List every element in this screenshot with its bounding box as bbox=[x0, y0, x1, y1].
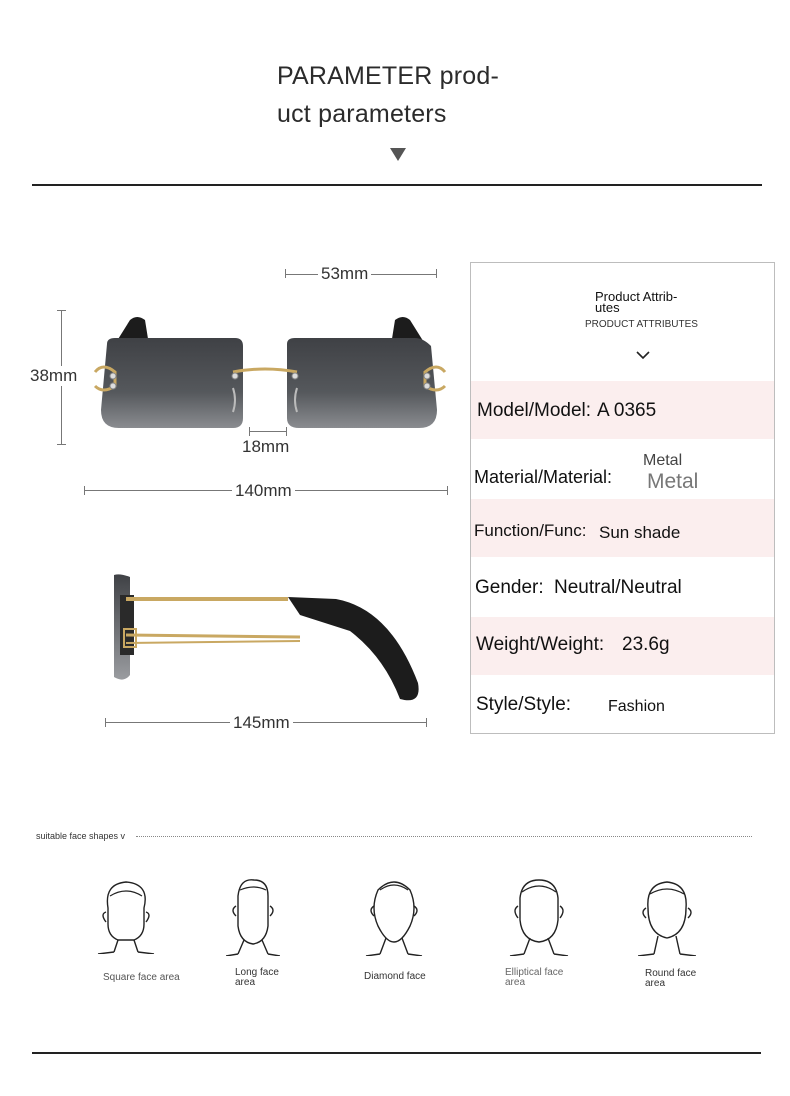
face-caption-square: Square face area bbox=[103, 972, 180, 983]
attribute-label: Style/Style: bbox=[476, 694, 572, 715]
top-divider bbox=[32, 184, 762, 186]
attribute-row-style bbox=[471, 677, 774, 735]
bottom-divider bbox=[32, 1052, 761, 1054]
page-title-line-1: PARAMETER prod- bbox=[277, 62, 500, 90]
page-title-line-2: uct parameters bbox=[277, 100, 447, 128]
attributes-title-line-2: utes bbox=[595, 300, 620, 315]
face-caption-elliptical-line-1: Elliptical face bbox=[505, 967, 564, 978]
attribute-row-gender bbox=[471, 559, 774, 617]
attributes-subtitle: PRODUCT ATTRIBUTES bbox=[585, 319, 698, 330]
attribute-value-overlay: Metal bbox=[647, 470, 699, 493]
dim-lens-height: 38mm bbox=[27, 366, 80, 386]
attribute-row-weight bbox=[471, 617, 774, 675]
attribute-label: Weight/Weight: bbox=[476, 634, 605, 655]
elliptical-face-icon bbox=[508, 876, 570, 956]
long-face-icon bbox=[226, 876, 280, 956]
dim-line-bridge bbox=[249, 431, 287, 432]
face-caption-long-line-2: area bbox=[235, 977, 256, 988]
glasses-side-illustration bbox=[100, 565, 430, 715]
square-face-icon bbox=[96, 878, 156, 954]
attribute-value: Metal bbox=[643, 452, 683, 469]
attribute-value: A 0365 bbox=[597, 400, 657, 421]
face-caption-long-line-1: Long face bbox=[235, 967, 279, 978]
product-attributes-panel bbox=[470, 262, 775, 734]
face-caption-elliptical bbox=[505, 968, 563, 988]
dim-temple-length: 145mm bbox=[230, 713, 293, 733]
dim-tick bbox=[286, 427, 287, 436]
attribute-label: Function/Func: bbox=[474, 521, 587, 540]
face-caption-round-line-1: Round face bbox=[645, 968, 697, 979]
face-caption-round bbox=[645, 969, 696, 989]
glasses-front-illustration bbox=[85, 300, 455, 450]
dim-bridge: 18mm bbox=[239, 437, 292, 457]
attribute-value: Neutral/Neutral bbox=[554, 577, 682, 598]
attribute-value: 23.6g bbox=[622, 634, 670, 655]
attribute-row-model bbox=[471, 381, 774, 439]
attribute-value: Sun shade bbox=[599, 523, 681, 542]
attribute-label: Gender: bbox=[475, 577, 544, 598]
chevron-down-icon bbox=[635, 350, 651, 360]
attribute-label: Material/Material: bbox=[474, 467, 613, 487]
dim-frame-width: 140mm bbox=[232, 481, 295, 501]
face-caption-long bbox=[235, 968, 279, 988]
diamond-face-icon bbox=[364, 874, 424, 956]
attributes-title-line-1: Product Attrib- bbox=[595, 289, 678, 304]
face-caption-round-line-2: area bbox=[645, 978, 666, 989]
attribute-row-function bbox=[471, 499, 774, 557]
dim-tick bbox=[447, 486, 448, 495]
dim-tick bbox=[436, 269, 437, 278]
round-face-icon bbox=[638, 878, 696, 956]
dotted-divider bbox=[136, 836, 752, 837]
face-shapes-heading: suitable face shapes v bbox=[36, 831, 126, 841]
dim-tick bbox=[426, 718, 427, 727]
down-triangle-icon bbox=[390, 148, 406, 161]
attribute-value: Fashion bbox=[608, 698, 665, 715]
dim-tick bbox=[57, 444, 66, 445]
dim-lens-width: 53mm bbox=[318, 264, 371, 284]
attribute-label: Model/Model: bbox=[477, 400, 592, 421]
face-caption-diamond: Diamond face bbox=[364, 971, 426, 982]
face-caption-elliptical-line-2: area bbox=[505, 977, 526, 988]
attribute-row-material bbox=[471, 441, 774, 499]
attributes-title bbox=[595, 291, 677, 313]
